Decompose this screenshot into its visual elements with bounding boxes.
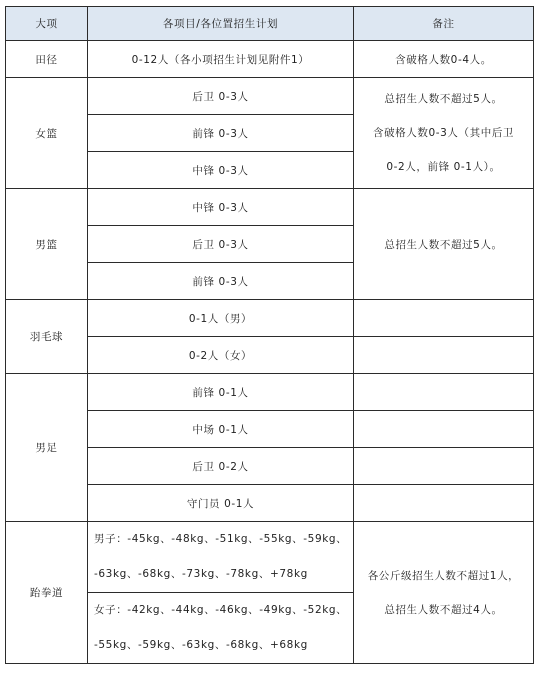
- note-line: 总招生人数不超过5人。: [384, 93, 503, 105]
- plan-cell: 前锋 0-1人: [88, 374, 354, 411]
- table-row: [6, 374, 534, 411]
- note-cell: [354, 78, 534, 189]
- plan-cell: 中锋 0-3人: [88, 189, 354, 226]
- plan-cell: 0-1人（男）: [88, 300, 354, 337]
- note-cell: [354, 337, 534, 374]
- weight-class-line: 女子：-42kg、-44kg、-46kg、-49kg、-52kg、: [94, 604, 348, 616]
- header-plan: 各项目/各位置招生计划: [88, 7, 354, 41]
- weight-class-line: -55kg、-59kg、-63kg、-68kg、+68kg: [94, 639, 308, 651]
- note-cell: [354, 300, 534, 337]
- note-cell: [354, 522, 534, 664]
- note-line: 总招生人数不超过4人。: [384, 603, 503, 616]
- category-badminton: 羽毛球: [6, 300, 88, 374]
- header-category: 大项: [6, 7, 88, 41]
- admission-plan-table-frame: [5, 6, 533, 672]
- weight-class-line: -63kg、-68kg、-73kg、-78kg、+78kg: [94, 568, 308, 580]
- weight-class-line: 男子：-45kg、-48kg、-51kg、-55kg、-59kg、: [94, 533, 348, 545]
- plan-cell-female: [88, 593, 354, 664]
- note-cell: [354, 485, 534, 522]
- note-cell: 含破格人数0-4人。: [354, 41, 534, 78]
- plan-cell: 后卫 0-3人: [88, 78, 354, 115]
- note-line: 各公斤级招生人数不超过1人，: [367, 569, 520, 582]
- note-cell: [354, 374, 534, 411]
- plan-cell-male: [88, 522, 354, 593]
- note-cell: [354, 448, 534, 485]
- plan-cell: 0-2人（女）: [88, 337, 354, 374]
- category-mens-football: 男足: [6, 374, 88, 522]
- admission-plan-table: [5, 6, 534, 664]
- category-womens-basketball: 女篮: [6, 78, 88, 189]
- category-track: 田径: [6, 41, 88, 78]
- table-row: [6, 78, 534, 115]
- header-note: 备注: [354, 7, 534, 41]
- plan-cell: 中锋 0-3人: [88, 152, 354, 189]
- category-mens-basketball: 男篮: [6, 189, 88, 300]
- note-cell: [354, 411, 534, 448]
- table-row: [6, 189, 534, 226]
- table-row: [6, 522, 534, 593]
- plan-cell: 守门员 0-1人: [88, 485, 354, 522]
- plan-cell: 前锋 0-3人: [88, 263, 354, 300]
- plan-cell: 后卫 0-2人: [88, 448, 354, 485]
- plan-cell: 0-12人（各小项招生计划见附件1）: [88, 41, 354, 78]
- note-line: 含破格人数0-3人（其中后卫: [372, 127, 515, 139]
- category-taekwondo: 跆拳道: [6, 522, 88, 664]
- table-row: [6, 300, 534, 337]
- plan-cell: 前锋 0-3人: [88, 115, 354, 152]
- table-row: [6, 41, 534, 78]
- plan-cell: 后卫 0-3人: [88, 226, 354, 263]
- plan-cell: 中场 0-1人: [88, 411, 354, 448]
- note-line: 0-2人，前锋 0-1人）。: [386, 161, 501, 173]
- table-header-row: [6, 7, 534, 41]
- note-cell: 总招生人数不超过5人。: [354, 189, 534, 300]
